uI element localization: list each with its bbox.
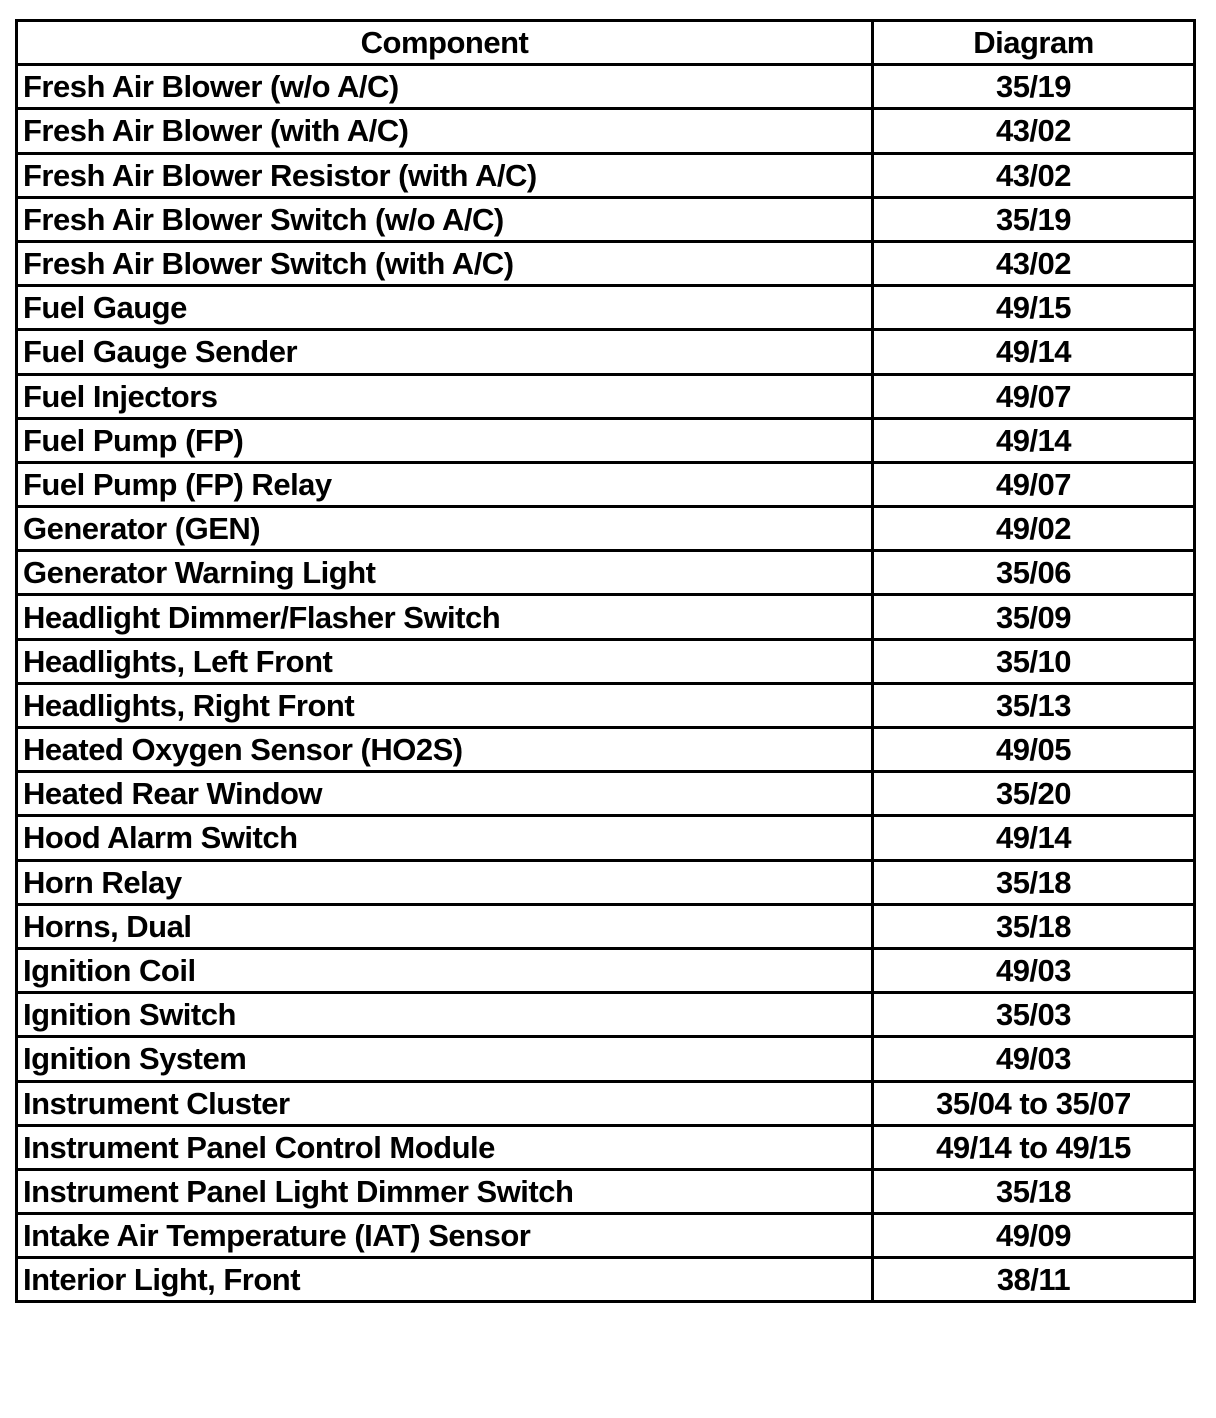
table-row [17, 507, 1195, 551]
component-cell: Ignition Coil [17, 948, 873, 992]
component-cell: Generator (GEN) [17, 507, 873, 551]
diagram-cell: 49/14 [873, 330, 1195, 374]
component-cell: Headlight Dimmer/Flasher Switch [17, 595, 873, 639]
component-cell: Fresh Air Blower (w/o A/C) [17, 65, 873, 109]
component-cell: Horns, Dual [17, 904, 873, 948]
diagram-column-header: Diagram [873, 21, 1195, 65]
diagram-cell: 35/10 [873, 639, 1195, 683]
diagram-cell: 43/02 [873, 109, 1195, 153]
table-row [17, 551, 1195, 595]
diagram-cell: 49/14 [873, 816, 1195, 860]
component-cell: Instrument Cluster [17, 1081, 873, 1125]
diagram-cell: 35/06 [873, 551, 1195, 595]
component-cell: Fresh Air Blower Switch (w/o A/C) [17, 197, 873, 241]
table-row [17, 1169, 1195, 1213]
component-diagram-index [15, 19, 1193, 1303]
component-cell: Interior Light, Front [17, 1258, 873, 1302]
diagram-cell: 35/04 to 35/07 [873, 1081, 1195, 1125]
table-row [17, 153, 1195, 197]
component-cell: Heated Oxygen Sensor (HO2S) [17, 728, 873, 772]
table-row [17, 948, 1195, 992]
diagram-cell: 49/14 [873, 418, 1195, 462]
diagram-cell: 49/07 [873, 374, 1195, 418]
table-row [17, 1214, 1195, 1258]
table-row [17, 1258, 1195, 1302]
component-cell: Fuel Gauge Sender [17, 330, 873, 374]
table-row [17, 639, 1195, 683]
diagram-cell: 49/14 to 49/15 [873, 1125, 1195, 1169]
table-row [17, 595, 1195, 639]
table-row [17, 904, 1195, 948]
diagram-cell: 49/02 [873, 507, 1195, 551]
table-row [17, 241, 1195, 285]
table-row [17, 772, 1195, 816]
diagram-cell: 35/13 [873, 683, 1195, 727]
component-cell: Fresh Air Blower Resistor (with A/C) [17, 153, 873, 197]
table-row [17, 816, 1195, 860]
component-cell: Ignition System [17, 1037, 873, 1081]
table-row [17, 197, 1195, 241]
table-row [17, 1037, 1195, 1081]
diagram-cell: 35/18 [873, 860, 1195, 904]
diagram-cell: 49/03 [873, 948, 1195, 992]
component-cell: Intake Air Temperature (IAT) Sensor [17, 1214, 873, 1258]
diagram-cell: 49/03 [873, 1037, 1195, 1081]
table-row [17, 993, 1195, 1037]
diagram-cell: 35/20 [873, 772, 1195, 816]
diagram-cell: 49/09 [873, 1214, 1195, 1258]
table-row [17, 683, 1195, 727]
diagram-cell: 43/02 [873, 153, 1195, 197]
diagram-cell: 38/11 [873, 1258, 1195, 1302]
component-cell: Headlights, Right Front [17, 683, 873, 727]
table-row [17, 462, 1195, 506]
component-cell: Horn Relay [17, 860, 873, 904]
component-cell: Fuel Pump (FP) [17, 418, 873, 462]
diagram-cell: 35/19 [873, 65, 1195, 109]
table-row [17, 374, 1195, 418]
component-cell: Generator Warning Light [17, 551, 873, 595]
component-cell: Heated Rear Window [17, 772, 873, 816]
component-cell: Ignition Switch [17, 993, 873, 1037]
component-cell: Headlights, Left Front [17, 639, 873, 683]
diagram-cell: 49/07 [873, 462, 1195, 506]
diagram-cell: 35/18 [873, 904, 1195, 948]
component-cell: Fuel Injectors [17, 374, 873, 418]
table-row [17, 1081, 1195, 1125]
table-row [17, 860, 1195, 904]
diagram-cell: 35/19 [873, 197, 1195, 241]
table-row [17, 65, 1195, 109]
component-cell: Fresh Air Blower (with A/C) [17, 109, 873, 153]
component-table [15, 19, 1196, 1303]
component-cell: Fuel Pump (FP) Relay [17, 462, 873, 506]
table-row [17, 330, 1195, 374]
component-cell: Fresh Air Blower Switch (with A/C) [17, 241, 873, 285]
table-row [17, 1125, 1195, 1169]
component-column-header: Component [17, 21, 873, 65]
table-row [17, 286, 1195, 330]
diagram-cell: 35/18 [873, 1169, 1195, 1213]
table-header-row [17, 21, 1195, 65]
component-cell: Hood Alarm Switch [17, 816, 873, 860]
table-row [17, 728, 1195, 772]
diagram-cell: 35/09 [873, 595, 1195, 639]
table-row [17, 418, 1195, 462]
diagram-cell: 49/05 [873, 728, 1195, 772]
table-row [17, 109, 1195, 153]
diagram-cell: 43/02 [873, 241, 1195, 285]
component-cell: Fuel Gauge [17, 286, 873, 330]
diagram-cell: 49/15 [873, 286, 1195, 330]
table-body [17, 65, 1195, 1302]
diagram-cell: 35/03 [873, 993, 1195, 1037]
component-cell: Instrument Panel Light Dimmer Switch [17, 1169, 873, 1213]
component-cell: Instrument Panel Control Module [17, 1125, 873, 1169]
